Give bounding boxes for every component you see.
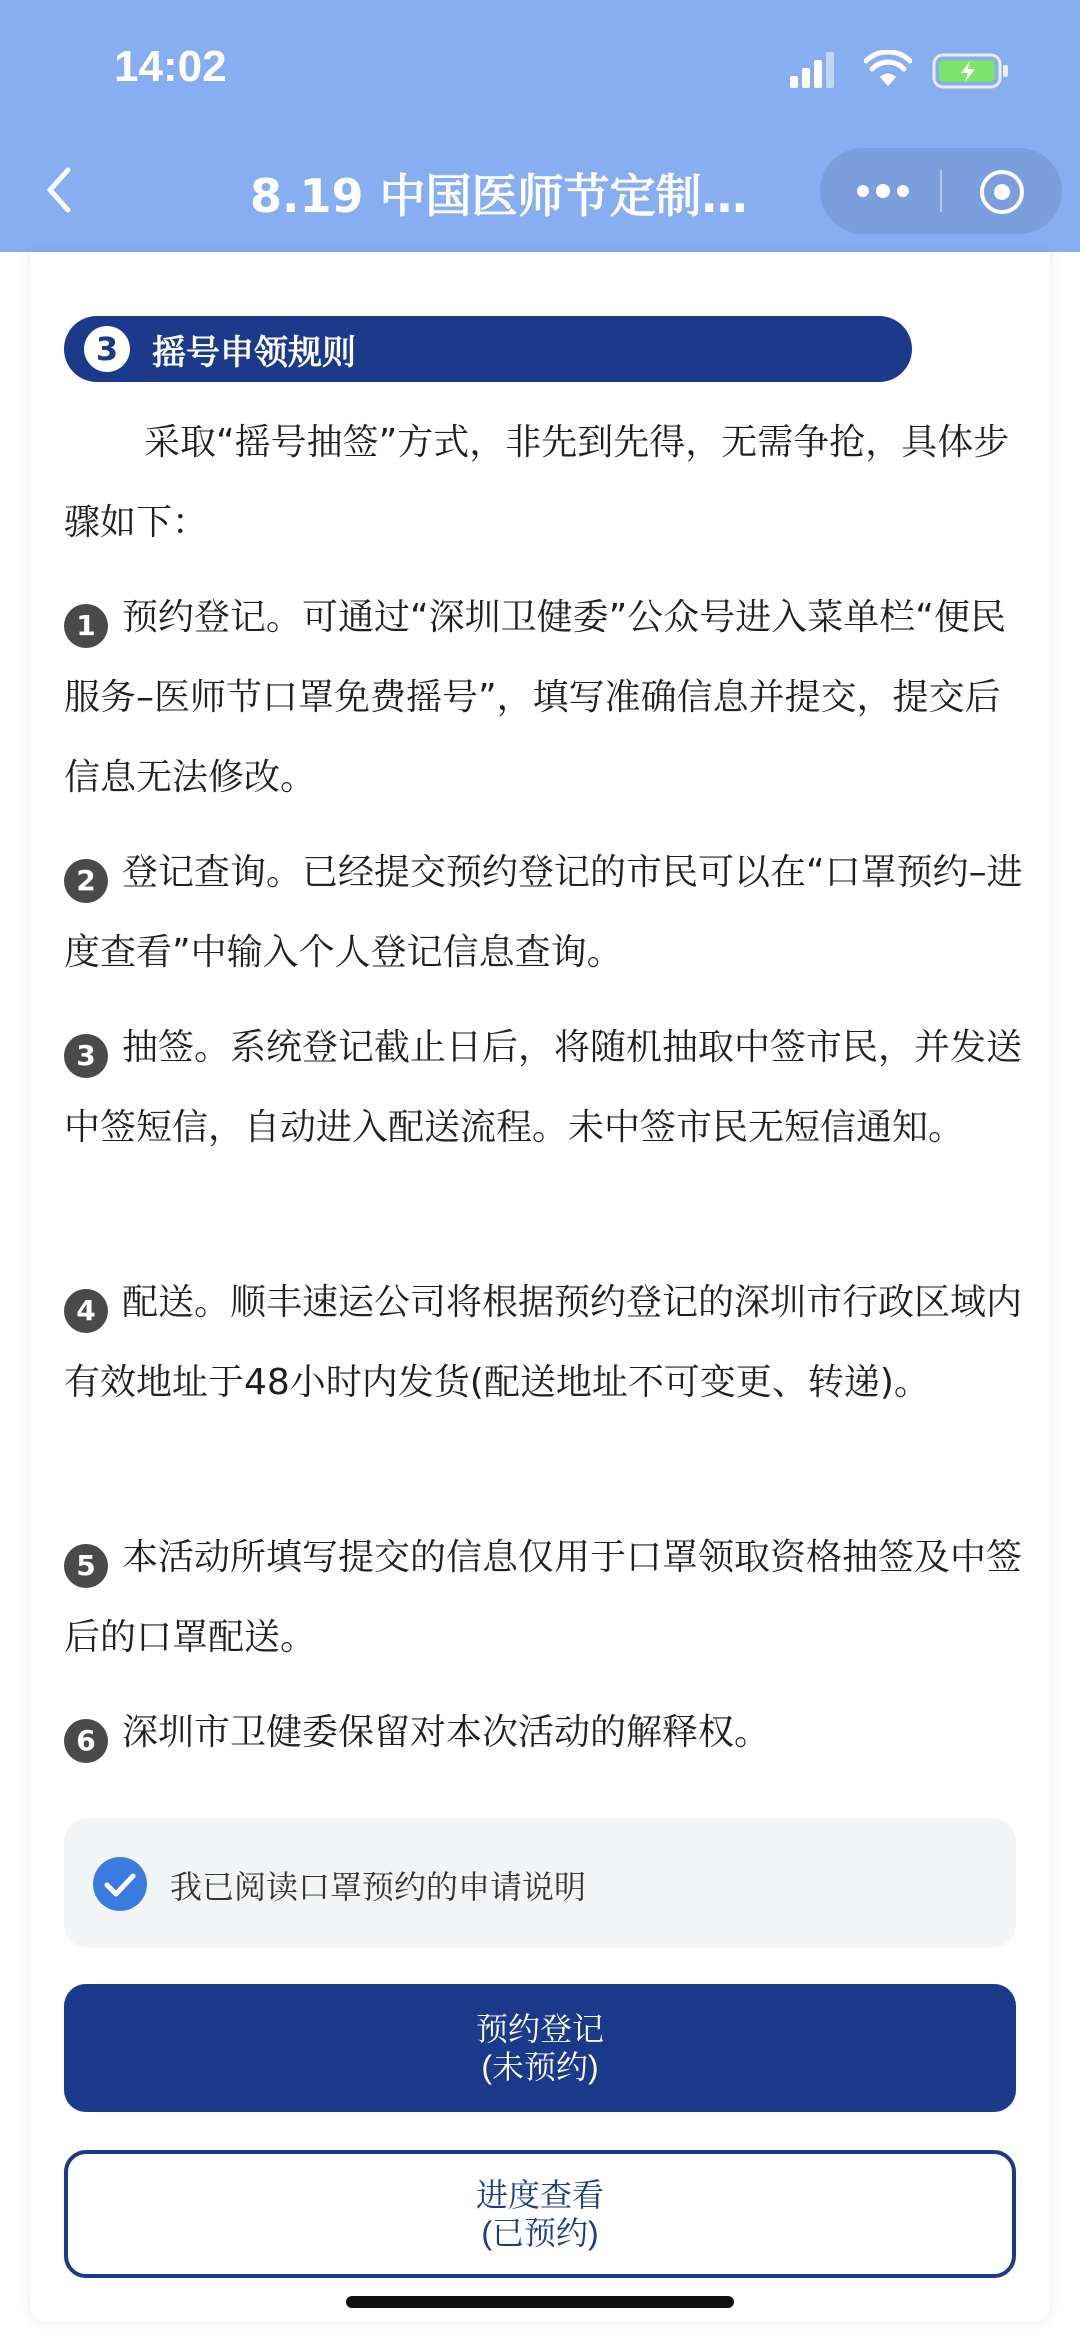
page-title: 8.19 中国医师节定制…	[250, 169, 748, 223]
progress-button-sublabel: (已预约)	[481, 2215, 599, 2251]
wifi-icon	[864, 50, 912, 88]
rule-item-5	[64, 1518, 1026, 1678]
rule-text: 登记查询。已经提交预约登记的市民可以在“口罩预约–进度查看”中输入个人登记信息查询。	[64, 852, 1023, 973]
mini-program-capsule	[820, 148, 1062, 234]
capsule-divider	[940, 170, 942, 212]
register-button-label: 预约登记	[475, 2011, 604, 2047]
rule-text: 深圳市卫健委保留对本次活动的解释权。	[122, 1712, 771, 1753]
home-indicator[interactable]	[346, 2296, 734, 2308]
rule-number: 4	[64, 1289, 108, 1333]
agreement-row[interactable]	[64, 1818, 1016, 1948]
agreement-label: 我已阅读口罩预约的申请说明	[170, 1868, 587, 1906]
rule-item-6	[64, 1693, 1026, 1773]
rule-number: 6	[64, 1719, 108, 1763]
section-title: 摇号申领规则	[152, 332, 356, 373]
register-button-sublabel: (未预约)	[481, 2049, 599, 2085]
top-header	[0, 0, 1080, 252]
battery-icon	[932, 52, 1010, 90]
signal-icon	[790, 52, 836, 88]
checkbox-checked-icon[interactable]	[92, 1856, 148, 1912]
section-number: 3	[84, 326, 130, 372]
rule-text: 抽签。系统登记截止日后，将随机抽取中签市民，并发送中签短信，自动进入配送流程。未中签市民无短信通知。	[64, 1027, 1023, 1148]
rule-item-2	[64, 833, 1026, 993]
rule-item-3	[64, 1008, 1026, 1168]
more-options-icon[interactable]	[850, 176, 916, 206]
close-mini-program-icon[interactable]	[978, 168, 1026, 216]
progress-button[interactable]	[64, 2150, 1016, 2278]
progress-button-label: 进度查看	[475, 2177, 604, 2213]
rule-number: 3	[64, 1034, 108, 1078]
status-time: 14:02	[114, 42, 227, 91]
rule-number: 5	[64, 1544, 108, 1588]
rule-number: 2	[64, 859, 108, 903]
rule-text: 配送。顺丰速运公司将根据预约登记的深圳市行政区域内有效地址于48小时内发货(配送地址不可变更、转递)。	[64, 1282, 1023, 1403]
section-header	[64, 316, 912, 382]
intro-paragraph: 采取“摇号抽签”方式，非先到先得，无需争抢，具体步骤如下：	[64, 422, 1010, 543]
rule-number: 1	[64, 604, 108, 648]
register-button[interactable]	[64, 1984, 1016, 2112]
rule-text: 本活动所填写提交的信息仅用于口罩领取资格抽签及中签后的口罩配送。	[64, 1537, 1023, 1658]
back-arrow-icon[interactable]	[36, 160, 86, 220]
rule-item-4	[64, 1263, 1026, 1423]
rule-text: 预约登记。可通过“深圳卫健委”公众号进入菜单栏“便民服务–医师节口罩免费摇号”，填写准确信息并提交，提交后信息无法修改。	[64, 597, 1006, 798]
rule-item-1	[64, 578, 1026, 818]
